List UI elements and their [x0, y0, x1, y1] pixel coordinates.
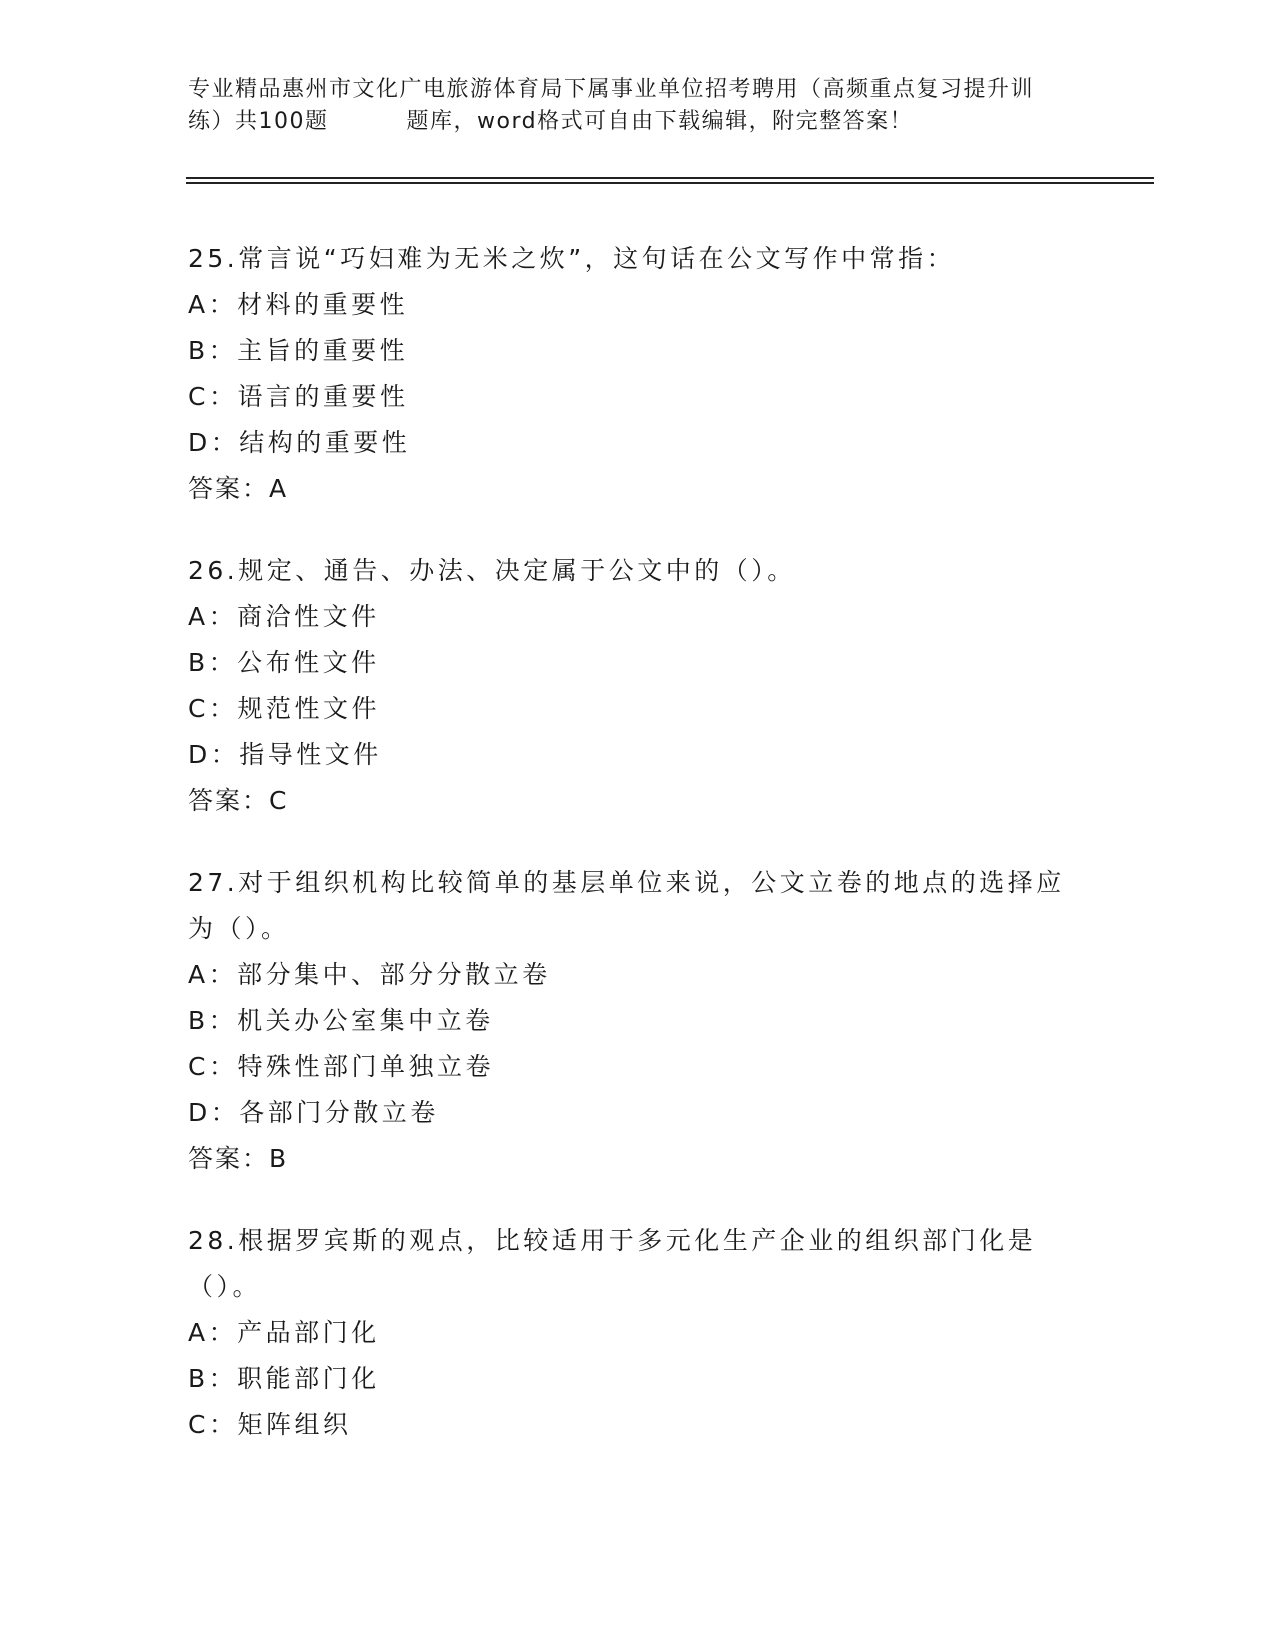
header-title-line-2	[188, 106, 1088, 138]
header-divider-bottom	[186, 182, 1154, 184]
question-26	[188, 548, 1088, 824]
option-a: A：商洽性文件	[188, 602, 380, 631]
header-subtitle: 题库，word格式可自由下载编辑，附完整答案！	[406, 109, 914, 134]
option-a: A：材料的重要性	[188, 290, 409, 319]
header-title-line-1: 专业精品惠州市文化广电旅游体育局下属事业单位招考聘用（高频重点复习提升训	[188, 77, 1035, 102]
option-c: C：矩阵组织	[188, 1410, 352, 1439]
question-stem: 27.对于组织机构比较简单的基层单位来说，公文立卷的地点的选择应为（）。	[188, 868, 1065, 943]
option-b: B：主旨的重要性	[188, 336, 409, 365]
option-b: B：职能部门化	[188, 1364, 380, 1393]
option-a: A：产品部门化	[188, 1318, 380, 1347]
question-list	[188, 236, 1088, 1484]
question-stem: 28.根据罗宾斯的观点，比较适用于多元化生产企业的组织部门化是（）。	[188, 1226, 1037, 1301]
answer-label: 答案：A	[188, 474, 289, 503]
option-c: C：特殊性部门单独立卷	[188, 1052, 494, 1081]
header-question-count: 练）共100题	[188, 109, 329, 134]
answer-label: 答案：B	[188, 1144, 289, 1173]
answer-label: 答案：C	[188, 786, 289, 815]
header-divider-top	[186, 177, 1154, 179]
option-d: D：指导性文件	[188, 740, 382, 769]
option-b: B：公布性文件	[188, 648, 380, 677]
question-25	[188, 236, 1088, 512]
option-a: A：部分集中、部分分散立卷	[188, 960, 551, 989]
question-stem: 26.规定、通告、办法、决定属于公文中的（）。	[188, 556, 796, 585]
option-b: B：机关办公室集中立卷	[188, 1006, 494, 1035]
question-28	[188, 1218, 1088, 1448]
document-header	[188, 74, 1088, 138]
option-c: C：规范性文件	[188, 694, 380, 723]
question-stem: 25.常言说“巧妇难为无米之炊”，这句话在公文写作中常指：	[188, 244, 956, 273]
option-c: C：语言的重要性	[188, 382, 409, 411]
question-27	[188, 860, 1088, 1182]
option-d: D：结构的重要性	[188, 428, 411, 457]
option-d: D：各部门分散立卷	[188, 1098, 439, 1127]
